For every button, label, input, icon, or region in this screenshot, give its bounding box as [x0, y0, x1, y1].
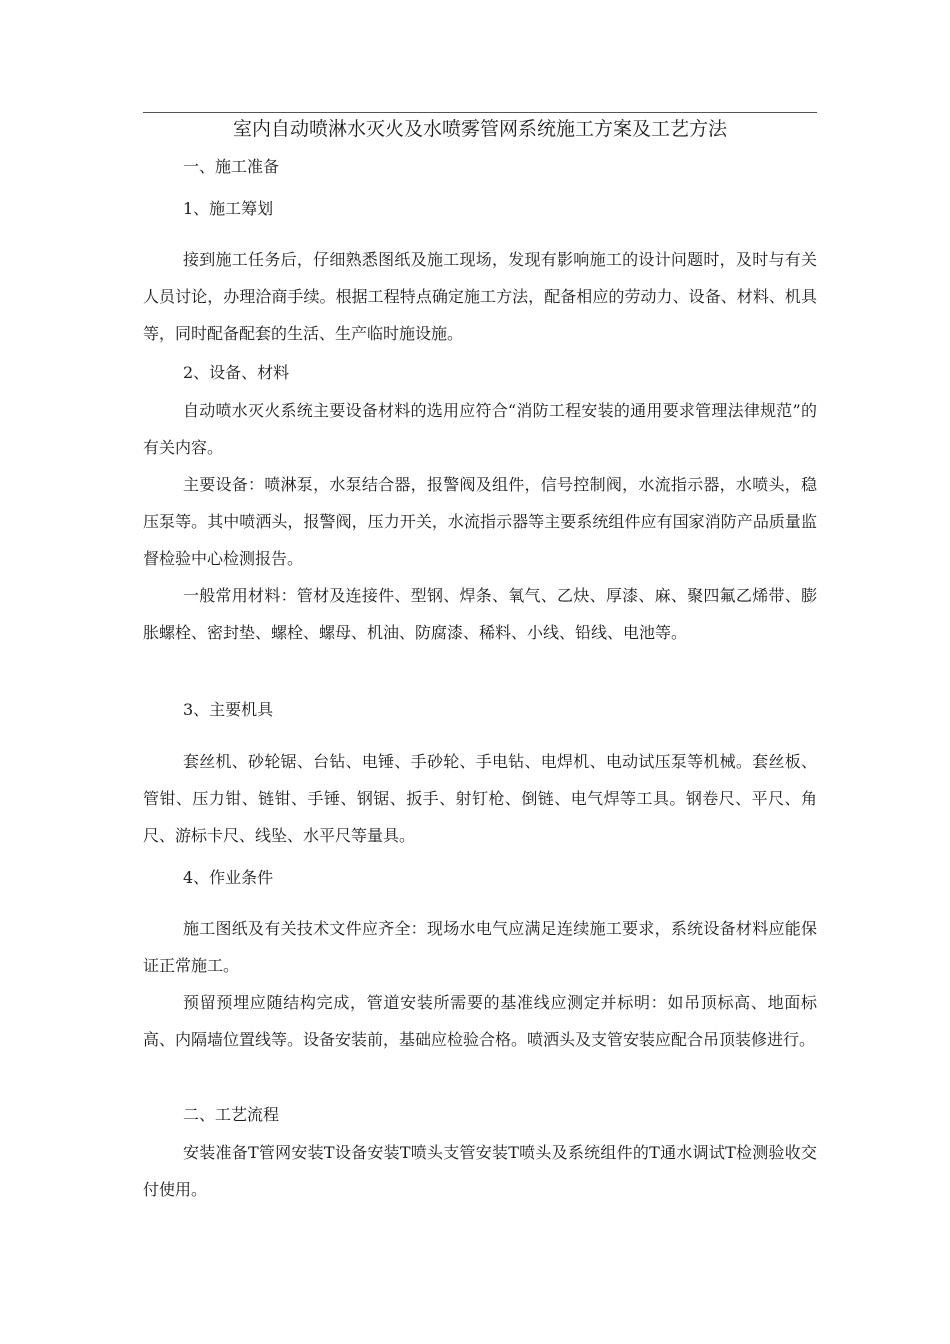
subsection-heading-equipment-materials: 2、设备、材料: [183, 363, 290, 382]
subsection-heading-planning: 1、施工筹划: [183, 199, 274, 218]
paragraph-planning: 接到施工任务后，仔细熟悉图纸及施工现场，发现有影响施工的设计问题时，及时与有关人员讨论，办理洽商手续。根据工程特点确定施工方法，配备相应的劳动力、设备、材料、机具等，同时配备配套的生活、生产临时施设施。: [143, 250, 817, 343]
paragraph-process-flow: 安装准备T管网安装T设备安装T喷头支管安装T喷头及系统组件的T通水调试T检测验收交付使用。: [143, 1143, 817, 1199]
section-heading-process-flow: 二、工艺流程: [183, 1105, 280, 1124]
paragraph-embedded-parts: 预留预埋应随结构完成，管道安装所需要的基准线应测定并标明：如吊顶标高、地面标高、内隔墙位置线等。设备安装前，基础应检验合格。喷洒头及支管安装应配合吊顶装修进行。: [143, 993, 817, 1049]
subsection-heading-main-tools: 3、主要机具: [183, 700, 274, 719]
paragraph-drawings-documents: 施工图纸及有关技术文件应齐全：现场水电气应满足连续施工要求，系统设备材料应能保证正常施工。: [143, 919, 817, 975]
document-title: 室内自动喷淋水灭火及水喷雾管网系统施工方案及工艺方法: [232, 118, 727, 140]
paragraph-common-materials: 一般常用材料：管材及连接件、型钢、焊条、氧气、乙炔、厚漆、麻、聚四氟乙烯带、膨胀螺栓、密封垫、螺栓、螺母、机油、防腐漆、稀料、小线、铅线、电池等。: [143, 586, 817, 642]
paragraph-main-tools: 套丝机、砂轮锯、台钻、电锤、手砂轮、手电钻、电焊机、电动试压泵等机械。套丝板、管钳、压力钳、链钳、手锤、钢锯、扳手、射钉枪、倒链、电气焊等工具。钢卷尺、平尺、角尺、游标卡尺、线坠、水平尺等量具。: [143, 752, 817, 845]
section-heading-preparation: 一、施工准备: [183, 157, 280, 176]
paragraph-main-equipment: 主要设备：喷淋泵，水泵结合器，报警阀及组件，信号控制阀，水流指示器，水喷头，稳压泵等。其中喷洒头，报警阀，压力开关，水流指示器等主要系统组件应有国家消防产品质量监督检验中心检测报告。: [143, 475, 817, 568]
paragraph-materials-selection: 自动喷水灭火系统主要设备材料的选用应符合“消防工程安装的通用要求管理法律规范”的有关内容。: [143, 401, 817, 457]
header-rule: [143, 112, 817, 113]
subsection-heading-work-conditions: 4、作业条件: [183, 868, 274, 887]
